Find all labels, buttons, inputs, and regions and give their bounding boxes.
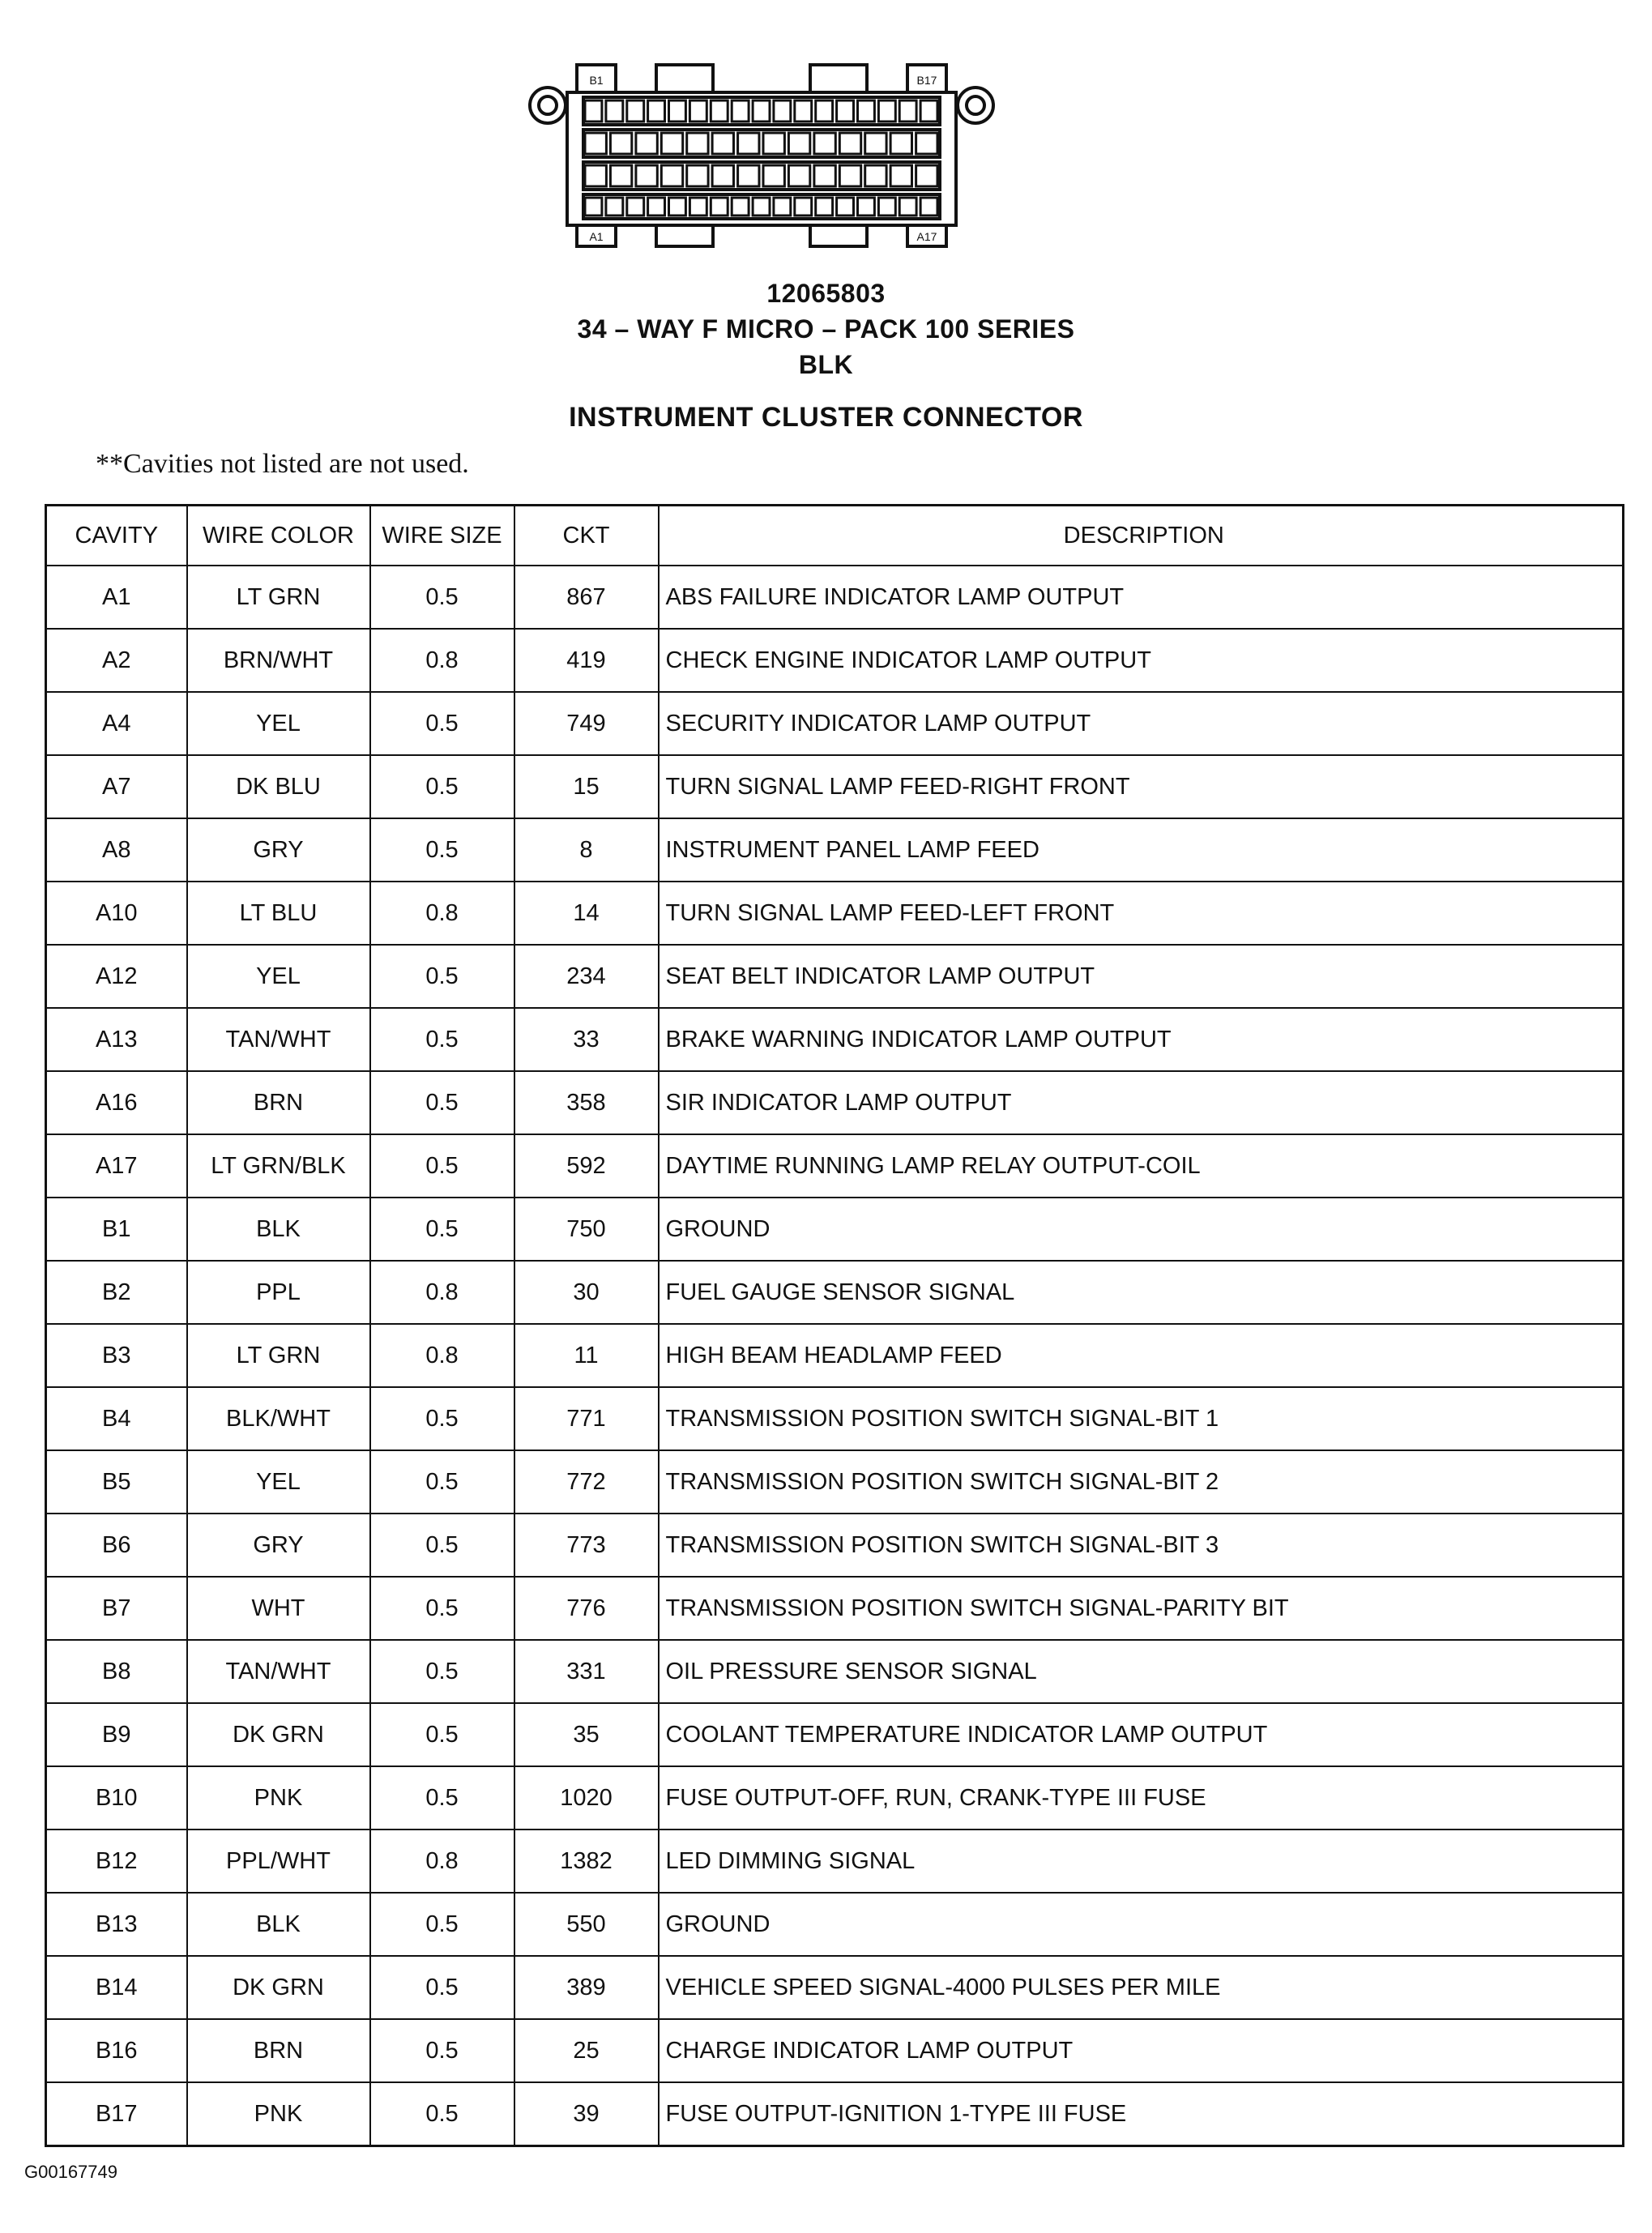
cell-wire-size: 0.5 xyxy=(370,1514,514,1577)
connector-cavity xyxy=(899,100,916,122)
table-row xyxy=(46,818,1624,882)
cell-description: SEAT BELT INDICATOR LAMP OUTPUT xyxy=(659,945,1624,1008)
connector-cavity xyxy=(636,133,657,154)
connector-cavity xyxy=(627,198,644,216)
cell-description: TURN SIGNAL LAMP FEED-LEFT FRONT xyxy=(659,882,1624,945)
cell-wire-color: YEL xyxy=(187,945,370,1008)
connector-cavity xyxy=(610,133,631,154)
cell-cavity: A17 xyxy=(46,1134,187,1198)
table-row xyxy=(46,2019,1624,2082)
table-header-row xyxy=(46,506,1624,566)
cell-cavity: B9 xyxy=(46,1703,187,1766)
cell-description: CHARGE INDICATOR LAMP OUTPUT xyxy=(659,2019,1624,2082)
cell-wire-color: DK BLU xyxy=(187,755,370,818)
cell-wire-size: 0.5 xyxy=(370,1766,514,1830)
connector-cavity xyxy=(839,133,860,154)
table-row xyxy=(46,882,1624,945)
cell-cavity: A8 xyxy=(46,818,187,882)
cell-description: TRANSMISSION POSITION SWITCH SIGNAL-BIT 1 xyxy=(659,1387,1624,1450)
table-row xyxy=(46,692,1624,755)
table-row xyxy=(46,1577,1624,1640)
table-row xyxy=(46,1261,1624,1324)
connector-cavity xyxy=(839,165,860,186)
connector-cavity xyxy=(669,198,686,216)
cell-wire-size: 0.5 xyxy=(370,1703,514,1766)
cell-ckt: 771 xyxy=(514,1387,659,1450)
connector-cavity xyxy=(795,198,812,216)
cell-wire-color: YEL xyxy=(187,692,370,755)
table-row xyxy=(46,1008,1624,1071)
table-row xyxy=(46,1450,1624,1514)
cell-cavity: B8 xyxy=(46,1640,187,1703)
connector-cavity xyxy=(788,165,809,186)
table-body xyxy=(46,566,1624,2146)
cell-wire-size: 0.8 xyxy=(370,882,514,945)
connector-cavity xyxy=(837,198,854,216)
cell-cavity: B12 xyxy=(46,1830,187,1893)
connector-diagram xyxy=(519,52,1005,263)
connector-cavity xyxy=(916,133,937,154)
cell-ckt: 592 xyxy=(514,1134,659,1198)
cell-wire-size: 0.5 xyxy=(370,2019,514,2082)
cell-wire-size: 0.5 xyxy=(370,818,514,882)
connector-cavity xyxy=(585,100,602,122)
cell-ckt: 30 xyxy=(514,1261,659,1324)
connector-cavity xyxy=(814,165,835,186)
cell-description: BRAKE WARNING INDICATOR LAMP OUTPUT xyxy=(659,1008,1624,1071)
cell-description: SECURITY INDICATOR LAMP OUTPUT xyxy=(659,692,1624,755)
cell-ckt: 8 xyxy=(514,818,659,882)
cell-wire-color: BRN/WHT xyxy=(187,629,370,692)
connector-cavity xyxy=(585,133,606,154)
cell-description: TRANSMISSION POSITION SWITCH SIGNAL-PARITY BIT xyxy=(659,1577,1624,1640)
cell-ckt: 1382 xyxy=(514,1830,659,1893)
cell-wire-color: BRN xyxy=(187,2019,370,2082)
cell-wire-size: 0.8 xyxy=(370,629,514,692)
connector-cavity xyxy=(865,165,886,186)
connector-cavity xyxy=(795,100,812,122)
cell-description: GROUND xyxy=(659,1198,1624,1261)
pin-label-b17: B17 xyxy=(916,74,937,87)
cell-wire-color: YEL xyxy=(187,1450,370,1514)
cell-wire-size: 0.5 xyxy=(370,1387,514,1450)
connector-cavity xyxy=(711,100,728,122)
cell-ckt: 39 xyxy=(514,2082,659,2146)
connector-cavity xyxy=(816,100,833,122)
cell-description: FUSE OUTPUT-IGNITION 1-TYPE III FUSE xyxy=(659,2082,1624,2146)
cell-description: TRANSMISSION POSITION SWITCH SIGNAL-BIT 2 xyxy=(659,1450,1624,1514)
cell-cavity: A10 xyxy=(46,882,187,945)
table-row xyxy=(46,1324,1624,1387)
connector-cavity xyxy=(636,165,657,186)
table-row xyxy=(46,1514,1624,1577)
connector-cavity xyxy=(732,100,749,122)
connector-cavity xyxy=(788,133,809,154)
table-row xyxy=(46,755,1624,818)
cell-wire-color: PNK xyxy=(187,1766,370,1830)
cell-cavity: B6 xyxy=(46,1514,187,1577)
cell-cavity: B5 xyxy=(46,1450,187,1514)
connector-cavity xyxy=(865,133,886,154)
table-row xyxy=(46,1134,1624,1198)
column-header-description: DESCRIPTION xyxy=(659,506,1624,566)
cell-description: OIL PRESSURE SENSOR SIGNAL xyxy=(659,1640,1624,1703)
connector-cavity xyxy=(878,198,895,216)
cell-description: TURN SIGNAL LAMP FEED-RIGHT FRONT xyxy=(659,755,1624,818)
pin-label-a17: A17 xyxy=(916,230,937,243)
cell-description: FUSE OUTPUT-OFF, RUN, CRANK-TYPE III FUSE xyxy=(659,1766,1624,1830)
column-header-ckt: CKT xyxy=(514,506,659,566)
table-row xyxy=(46,1956,1624,2019)
cell-ckt: 776 xyxy=(514,1577,659,1640)
cell-description: LED DIMMING SIGNAL xyxy=(659,1830,1624,1893)
table-row xyxy=(46,1766,1624,1830)
connector-cavity xyxy=(687,133,708,154)
cell-cavity: B13 xyxy=(46,1893,187,1956)
cell-cavity: A13 xyxy=(46,1008,187,1071)
cell-wire-color: LT GRN/BLK xyxy=(187,1134,370,1198)
cell-wire-size: 0.5 xyxy=(370,1008,514,1071)
cell-ckt: 25 xyxy=(514,2019,659,2082)
cell-description: DAYTIME RUNNING LAMP RELAY OUTPUT-COIL xyxy=(659,1134,1624,1198)
connector-cavity xyxy=(858,198,875,216)
connector-cavity xyxy=(920,100,937,122)
connector-cavity xyxy=(763,165,784,186)
cell-ckt: 14 xyxy=(514,882,659,945)
cell-description: ABS FAILURE INDICATOR LAMP OUTPUT xyxy=(659,566,1624,629)
cell-wire-color: PNK xyxy=(187,2082,370,2146)
connector-cavity xyxy=(878,100,895,122)
cell-wire-size: 0.5 xyxy=(370,2082,514,2146)
cell-wire-color: LT GRN xyxy=(187,566,370,629)
cell-cavity: B14 xyxy=(46,1956,187,2019)
cell-wire-size: 0.5 xyxy=(370,945,514,1008)
cell-ckt: 773 xyxy=(514,1514,659,1577)
cell-wire-color: GRY xyxy=(187,818,370,882)
cell-description: CHECK ENGINE INDICATOR LAMP OUTPUT xyxy=(659,629,1624,692)
connector-cavity xyxy=(585,165,606,186)
connector-cavity xyxy=(648,100,665,122)
connector-cavity xyxy=(669,100,686,122)
cell-ckt: 11 xyxy=(514,1324,659,1387)
connector-cavity xyxy=(763,133,784,154)
connector-cavity xyxy=(627,100,644,122)
connector-cavity xyxy=(753,198,770,216)
connector-cavity xyxy=(689,198,706,216)
connector-cavity xyxy=(890,133,911,154)
cell-ckt: 749 xyxy=(514,692,659,755)
connector-cavity xyxy=(610,165,631,186)
cell-wire-size: 0.8 xyxy=(370,1830,514,1893)
cell-wire-size: 0.5 xyxy=(370,1956,514,2019)
column-header-wire-size: WIRE SIZE xyxy=(370,506,514,566)
cell-description: INSTRUMENT PANEL LAMP FEED xyxy=(659,818,1624,882)
table-row xyxy=(46,1640,1624,1703)
cell-ckt: 331 xyxy=(514,1640,659,1703)
connector-cavity xyxy=(858,100,875,122)
cell-wire-color: LT GRN xyxy=(187,1324,370,1387)
cell-cavity: A1 xyxy=(46,566,187,629)
connector-cavity xyxy=(687,165,708,186)
connector-cavity xyxy=(712,133,733,154)
table-row xyxy=(46,1198,1624,1261)
connector-cavity xyxy=(606,100,623,122)
cell-description: VEHICLE SPEED SIGNAL-4000 PULSES PER MILE xyxy=(659,1956,1624,2019)
cell-wire-size: 0.8 xyxy=(370,1324,514,1387)
cell-wire-size: 0.5 xyxy=(370,692,514,755)
cell-ckt: 867 xyxy=(514,566,659,629)
cell-wire-size: 0.5 xyxy=(370,1450,514,1514)
connector-cavity xyxy=(753,100,770,122)
cell-wire-size: 0.8 xyxy=(370,1261,514,1324)
cell-cavity: B4 xyxy=(46,1387,187,1450)
cell-description: COOLANT TEMPERATURE INDICATOR LAMP OUTPUT xyxy=(659,1703,1624,1766)
cell-wire-color: PPL xyxy=(187,1261,370,1324)
cell-wire-color: GRY xyxy=(187,1514,370,1577)
connector-cavity xyxy=(689,100,706,122)
table-row xyxy=(46,1071,1624,1134)
unused-cavities-note: **Cavities not listed are not used. xyxy=(96,449,469,479)
column-header-wire-color: WIRE COLOR xyxy=(187,506,370,566)
table-row xyxy=(46,566,1624,629)
connector-cavity xyxy=(606,198,623,216)
cell-wire-color: BLK xyxy=(187,1893,370,1956)
cell-cavity: B3 xyxy=(46,1324,187,1387)
cell-ckt: 550 xyxy=(514,1893,659,1956)
cell-description: SIR INDICATOR LAMP OUTPUT xyxy=(659,1071,1624,1134)
cell-ckt: 234 xyxy=(514,945,659,1008)
pin-label-b1: B1 xyxy=(589,74,604,87)
cell-ckt: 33 xyxy=(514,1008,659,1071)
cell-ckt: 35 xyxy=(514,1703,659,1766)
connector-cavity xyxy=(916,165,937,186)
connector-cavity xyxy=(774,198,791,216)
cell-wire-color: WHT xyxy=(187,1577,370,1640)
cell-cavity: B10 xyxy=(46,1766,187,1830)
cell-description: HIGH BEAM HEADLAMP FEED xyxy=(659,1324,1624,1387)
connector-cavity xyxy=(661,165,682,186)
cell-wire-color: LT BLU xyxy=(187,882,370,945)
cell-wire-size: 0.5 xyxy=(370,1071,514,1134)
column-header-cavity: CAVITY xyxy=(46,506,187,566)
cell-cavity: A2 xyxy=(46,629,187,692)
cell-wire-color: BRN xyxy=(187,1071,370,1134)
table-row xyxy=(46,945,1624,1008)
cell-wire-color: DK GRN xyxy=(187,1703,370,1766)
table-row xyxy=(46,1387,1624,1450)
cell-ckt: 15 xyxy=(514,755,659,818)
cell-description: TRANSMISSION POSITION SWITCH SIGNAL-BIT 3 xyxy=(659,1514,1624,1577)
connector-cavity xyxy=(899,198,916,216)
table-row xyxy=(46,2082,1624,2146)
cell-ckt: 419 xyxy=(514,629,659,692)
table-row xyxy=(46,1893,1624,1956)
connector-cavity xyxy=(711,198,728,216)
cell-ckt: 1020 xyxy=(514,1766,659,1830)
cell-wire-size: 0.5 xyxy=(370,1893,514,1956)
pin-label-a1: A1 xyxy=(589,230,604,243)
cell-wire-size: 0.5 xyxy=(370,755,514,818)
cell-cavity: B2 xyxy=(46,1261,187,1324)
cell-wire-size: 0.5 xyxy=(370,1134,514,1198)
cell-wire-size: 0.5 xyxy=(370,1577,514,1640)
connector-cavity xyxy=(774,100,791,122)
cell-wire-size: 0.5 xyxy=(370,1198,514,1261)
pinout-table xyxy=(45,504,1624,2147)
cell-cavity: A7 xyxy=(46,755,187,818)
table-row xyxy=(46,1703,1624,1766)
cell-wire-color: BLK/WHT xyxy=(187,1387,370,1450)
connector-cavity xyxy=(648,198,665,216)
connector-cavity xyxy=(920,198,937,216)
connector-cavity xyxy=(732,198,749,216)
connector-cavity xyxy=(661,133,682,154)
cell-cavity: B16 xyxy=(46,2019,187,2082)
connector-cavity xyxy=(712,165,733,186)
cell-description: GROUND xyxy=(659,1893,1624,1956)
table-row xyxy=(46,629,1624,692)
cell-ckt: 750 xyxy=(514,1198,659,1261)
connector-cavity xyxy=(738,165,759,186)
table-row xyxy=(46,1830,1624,1893)
cell-cavity: A16 xyxy=(46,1071,187,1134)
cell-wire-color: DK GRN xyxy=(187,1956,370,2019)
cell-cavity: B7 xyxy=(46,1577,187,1640)
connector-cavity xyxy=(890,165,911,186)
part-description: 34 – WAY F MICRO – PACK 100 SERIES xyxy=(577,314,1075,344)
cell-cavity: B1 xyxy=(46,1198,187,1261)
cell-wire-color: TAN/WHT xyxy=(187,1640,370,1703)
cell-description: FUEL GAUGE SENSOR SIGNAL xyxy=(659,1261,1624,1324)
part-number: 12065803 xyxy=(766,279,886,308)
connector-cavity xyxy=(814,133,835,154)
cell-wire-size: 0.5 xyxy=(370,1640,514,1703)
connector-cavity xyxy=(837,100,854,122)
cell-wire-color: BLK xyxy=(187,1198,370,1261)
cell-wire-color: PPL/WHT xyxy=(187,1830,370,1893)
part-color: BLK xyxy=(798,350,854,379)
cell-ckt: 358 xyxy=(514,1071,659,1134)
connector-title: INSTRUMENT CLUSTER CONNECTOR xyxy=(569,402,1083,433)
cell-wire-color: TAN/WHT xyxy=(187,1008,370,1071)
figure-id: G00167749 xyxy=(24,2162,117,2182)
cell-ckt: 772 xyxy=(514,1450,659,1514)
cell-cavity: A12 xyxy=(46,945,187,1008)
cell-cavity: B17 xyxy=(46,2082,187,2146)
cell-cavity: A4 xyxy=(46,692,187,755)
connector-cavity xyxy=(738,133,759,154)
connector-cavity xyxy=(816,198,833,216)
cell-wire-size: 0.5 xyxy=(370,566,514,629)
connector-cavity xyxy=(585,198,602,216)
cell-ckt: 389 xyxy=(514,1956,659,2019)
